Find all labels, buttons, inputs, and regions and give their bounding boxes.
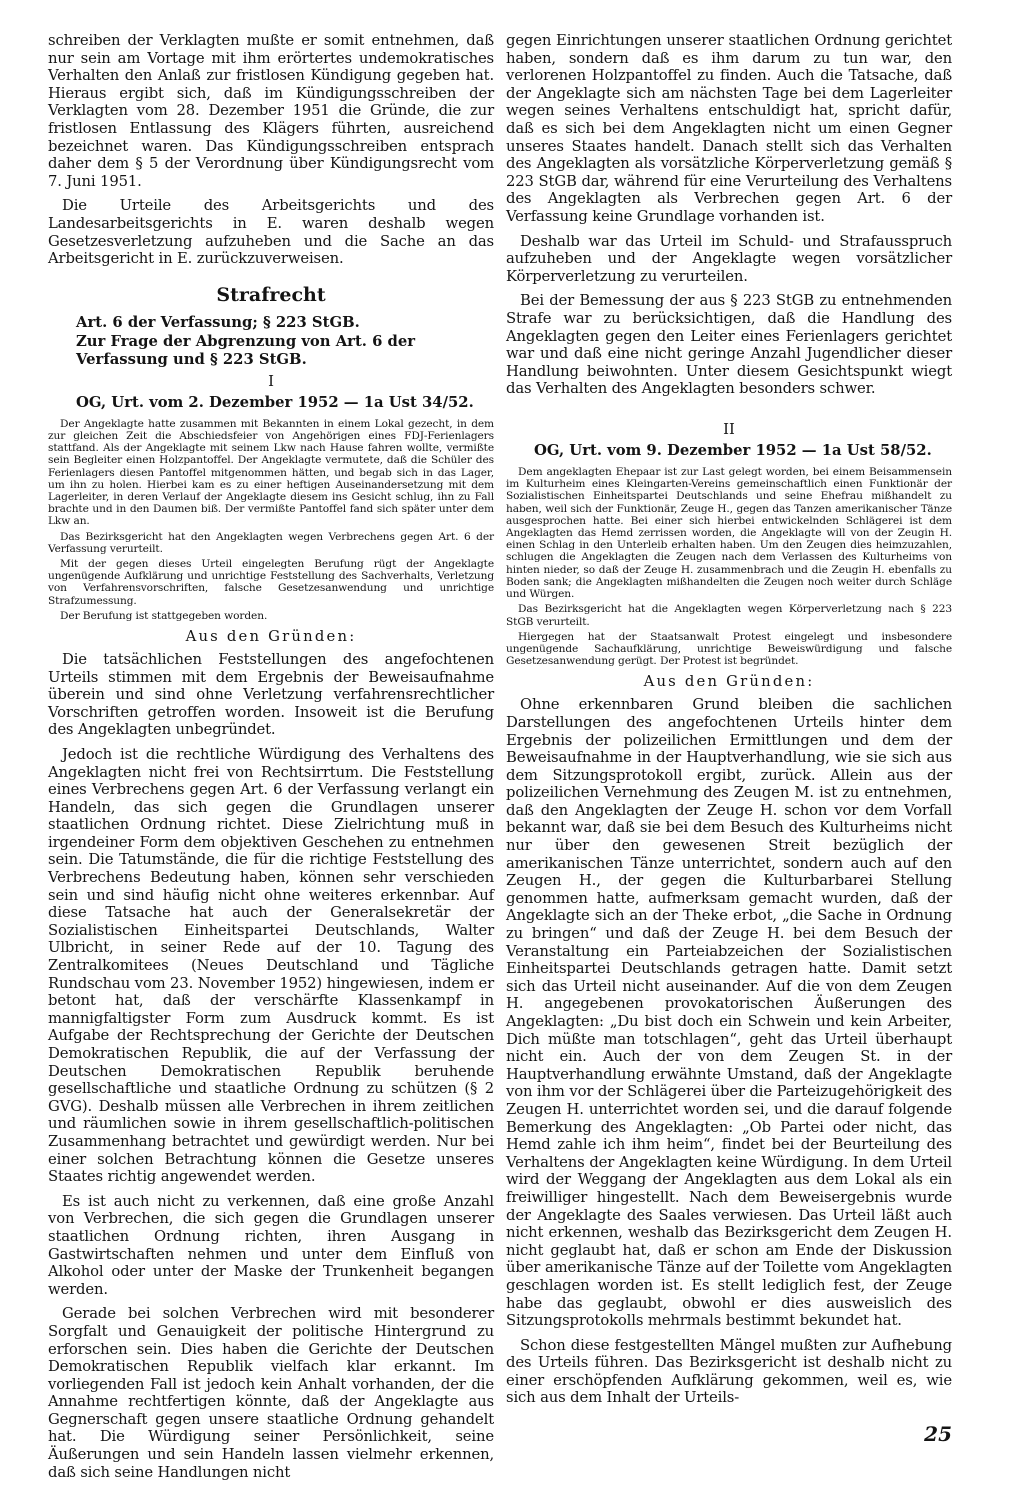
case-number-roman: II (723, 420, 735, 438)
case-citation: OG, Urt. vom 2. Dezember 1952 — 1a Ust 34/52. (76, 394, 474, 412)
right-column (506, 32, 952, 1414)
paragraph: Gerade bei solchen Verbrechen wird mit besonderer Sorgfalt und Genauigkeit der politische Hintergrund zu erforschen sein. Dies haben die Gerichte der Deutschen Demokratischen Republik vielfach klar erkannt. Im vorliegenden Fall ist jedoch kein Anhalt vorhanden, der die Annahme rechtfertigen könnte, daß der Angeklagte aus Gegnerschaft gegen unsere staatliche Ordnung gehandelt hat. Die Würdigung seiner Persönlichkeit, seine Äußerungen und sein Handeln lassen vielmehr erkennen, daß sich seine Handlungen nicht (48, 1305, 494, 1481)
spacer (506, 405, 952, 417)
case-summary: Der Berufung ist stattgegeben worden. (60, 609, 268, 622)
grounds-heading: Aus den Gründen: (643, 673, 815, 691)
paragraph: Jedoch ist die rechtliche Würdigung des Verhaltens des Angeklagten nicht frei von Rechtsirrtum. Die Feststellung eines Verbrechens gegen Art. 6 der Verfassung verlangt ein Handeln, das sich gegen die Grundlagen unserer staatlichen Ordnung richtet. Diese Zielrichtung muß in irgendeiner Form dem objektiven Geschehen zu entnehmen sein. Die Tatumstände, die für die richtige Feststellung des Verbrechens Bedeutung haben, können sehr verschieden sein und sind häufig nicht ohne weiteres erkennbar. Auf diese Tatsache hat auch der Generalsekretär der Sozialistischen Einheitspartei Deutschlands, Walter Ulbricht, in seiner Rede auf der 10. Tagung des Zentralkomitees (Neues Deutschland und Tägliche Rundschau vom 23. November 1952) hingewiesen, indem er betont hat, daß der verschärfte Klassenkampf in mannigfaltigster Form zum Ausdruck kommt. Es ist Aufgabe der Rechtsprechung der Gerichte der Deutschen Demokratischen Republik, die auf der Verfassung der Deutschen Demokratischen Republik beruhende gesellschaftliche und staatliche Ordnung zu schützen (§ 2 GVG). Deshalb müssen alle Verbrechen in ihrem zeitlichen und räumlichen sowie in ihrem gesellschaftlich-politischen Zusammenhang betrachtet und gewürdigt werden. Nur bei einer solchen Betrachtung können die Gesetze unseres Staates richtig angewendet werden. (48, 745, 494, 1186)
paragraph: Schon diese festgestellten Mängel mußten zur Aufhebung des Urteils führen. Das Bezirksgericht ist deshalb nicht zu einer erschöpfenden Aufklärung gekommen, weil es, wie sich aus dem Inhalt der Urteils- (506, 1336, 952, 1407)
left-column (48, 32, 494, 1488)
grounds-heading: Aus den Gründen: (185, 627, 357, 645)
paragraph: Bei der Bemessung der aus § 223 StGB zu entnehmenden Strafe war zu berücksichtigen, daß die Handlung des Angeklagten gegen den Leiter eines Ferienlagers gerichtet war und daß eine nicht geringe Anzahl Jugendlicher dieser Handlung beiwohnten. Unter diesem Gesichtspunkt wiegt das Verhalten des Angeklagten besonders schwer. (506, 292, 952, 398)
case-summary: Das Bezirksgericht hat den Angeklagten wegen Verbrechens gegen Art. 6 der Verfassung verurteilt. (48, 530, 494, 555)
case-citation: OG, Urt. vom 9. Dezember 1952 — 1a Ust 58/52. (534, 442, 932, 460)
paragraph: Es ist auch nicht zu verkennen, daß eine große Anzahl von Verbrechen, die sich gegen die Grundlagen unserer staatlichen Ordnung richten, ihren Ausgang in Gastwirtschaften nehmen und unter dem Einfluß von Alkohol oder unter der Maske der Trunkenheit begangen werden. (48, 1192, 494, 1298)
paragraph: Deshalb war das Urteil im Schuld- und Strafausspruch aufzuheben und der Angeklagte wegen vorsätzlicher Körperverletzung zu verurteilen. (506, 232, 952, 285)
case-number-roman: I (268, 372, 274, 390)
legal-reference-heading: Art. 6 der Verfassung; § 223 StGB. (76, 313, 360, 331)
paragraph: gegen Einrichtungen unserer staatlichen Ordnung gerichtet haben, sondern daß es ihm darum zu tun war, den verlorenen Holzpantoffel zu finden. Auch die Tatsache, daß der Angeklagte sich am nächsten Tage bei dem Lagerleiter wegen seines Verhaltens entschuldigt hat, spricht dafür, daß es sich bei dem Angeklagten nicht um einen Gegner unseres Staates handelt. Danach stellt sich das Verhalten des Angeklagten als vorsätzliche Körperverletzung gemäß § 223 StGB dar, während für eine Verurteilung des Verhaltens des Angeklagten als Verbrechen gegen Art. 6 der Verfassung keine Grundlage vorhanden ist. (506, 32, 952, 225)
case-summary: Das Bezirksgericht hat die Angeklagten wegen Körperverletzung nach § 223 StGB verurteilt. (506, 603, 952, 628)
legal-question-heading: Zur Frage der Abgrenzung von Art. 6 der Verfassung und § 223 StGB. (76, 333, 416, 368)
case-summary: Hiergegen hat der Staatsanwalt Protest eingelegt und insbesondere ungenügende Sachaufklärung, unrichtige Beweiswürdigung und falsche Gesetzesanwendung gerügt. Der Protest ist begründet. (506, 630, 952, 668)
paragraph: Die Urteile des Arbeitsgerichts und des Landesarbeitsgerichts in E. waren deshalb wegen Gesetzesverletzung aufzuheben und die Sache an das Arbeitsgericht in E. zurückzuverweisen. (48, 197, 494, 268)
page-number: 25 (924, 1422, 952, 1446)
paragraph: schreiben der Verklagten mußte er somit entnehmen, daß nur sein am Vortage mit ihm erörtertes undemokratisches Verhalten den Anlaß zur fristlosen Kündigung gegeben hat. Hieraus ergibt sich, daß im Kündigungsschreiben der Verklagten vom 28. Dezember 1951 die Gründe, die zur fristlosen Entlassung des Klägers führten, ausreichend bezeichnet waren. Das Kündigungsschreiben entsprach daher dem § 5 der Verordnung über Kündigungsrecht vom 7. Juni 1951. (48, 32, 494, 190)
case-summary: Mit der gegen dieses Urteil eingelegten Berufung rügt der Angeklagte ungenügende Aufklärung und unrichtige Feststellung des Sachverhalts, Verletzung von Verfahrensvorschriften, falsche Gesetzesanwendung und unrichtige Strafzumessung. (48, 557, 494, 607)
section-title: Strafrecht (216, 283, 326, 306)
case-summary: Dem angeklagten Ehepaar ist zur Last gelegt worden, bei einem Beisammensein im Kulturheim eines Kleingarten-Vereins gemeinschaftlich einen Funktionär der Sozialistischen Einheitspartei Deutschlands und seine Ehefrau mißhandelt zu haben, weil sich der Funktionär, Zeuge H., gegen das Tanzen amerikanischer Tänze ausgesprochen hatte. Bei einer sich hierbei entwickelnden Schlägerei ist dem Angeklagten das Hemd zerrissen worden, die Angeklagte will von der Zeugin H. einen Schlag in den Unterleib erhalten haben. Um den Zeugen dies heimzuzahlen, schlugen die Angeklagten die Zeugen nach dem Verlassen des Kulturheims von hinten nieder, so daß der Zeuge H. zusammenbrach und die Zeugin H. ebenfalls zu Boden sank; die Angeklagten mißhandelten die Zeugen noch weiter durch Schläge und Würgen. (506, 466, 952, 601)
case-summary: Der Angeklagte hatte zusammen mit Bekannten in einem Lokal gezecht, in dem zur gleichen Zeit die Abschiedsfeier von Angehörigen eines FDJ-Ferienlagers stattfand. Als der Angeklagte mit seinem Lkw nach Hause fahren wollte, vermißte sein Begleiter einen Holzpantoffel. Der Angeklagte vermutete, daß die Schüler des Ferienlagers diesen Pantoffel mitgenommen hätten, und begab sich in das Lager, um ihn zu holen. Hierbei kam es zu einer heftigen Auseinandersetzung mit dem Lagerleiter, in deren Verlauf der Angeklagte diesem ins Gesicht schlug, ihn zu Fall brachte und in den Daumen biß. Der vermißte Pantoffel fand sich später unter dem Lkw an. (48, 417, 494, 528)
paragraph: Ohne erkennbaren Grund bleiben die sachlichen Darstellungen des angefochtenen Urteils hinter dem Ergebnis der polizeilichen Ermittlungen und dem der Beweisaufnahme in der Hauptverhandlung, wie sie sich aus dem Sitzungsprotokoll ergibt, zurück. Allein aus der polizeilichen Vernehmung des Zeugen M. ist zu entnehmen, daß den Angeklagten der Zeuge H. schon vor dem Vorfall bekannt war, daß sie bei dem Besuch des Kulturheims nicht nur über den gewesenen Streit bezüglich der amerikanischen Tänze unterrichtet, sondern auch auf den Zeugen H., der gegen die Kulturbarbarei Stellung genommen hatte, aufmerksam gemacht wurden, daß der Angeklagte sich an der Theke erbot, „die Sache in Ordnung zu bringen“ und daß der Zeuge H. bei dem Besuch der Veranstaltung ein Parteiabzeichen der Sozialistischen Einheitspartei Deutschlands getragen hatte. Damit setzt sich das Urteil nicht auseinander. Auf die von dem Zeugen H. angegebenen provokatorischen Äußerungen des Angeklagten: „Du bist doch ein Schwein und kein Arbeiter, Dich müßte man totschlagen“, geht das Urteil überhaupt nicht ein. Auch der von dem Zeugen St. in der Hauptverhandlung erwähnte Umstand, daß der Angeklagte von ihm vor der Schlägerei über die Parteizugehörigkeit des Zeugen H. unterrichtet worden sei, und die darauf folgende Bemerkung des Angeklagten: „Ob Partei oder nicht, das Hemd zahle ich ihm heim“, findet bei der Beurteilung des Verhaltens der Angeklagten keine Würdigung. In dem Urteil wird der Weggang der Angeklagten aus dem Lokal als ein freiwilliger hingestellt. Nach dem Beweisergebnis wurde der Angeklagte des Saales verwiesen. Das Urteil läßt auch nicht erkennen, weshalb das Bezirksgericht dem Zeugen H. nicht geglaubt hat, daß er schon am Ende der Diskussion über amerikanische Tänze auf der Toilette vom Angeklagten geschlagen worden ist. Es stellt lediglich fest, der Zeuge habe das geglaubt, obwohl er dies ausweislich des Sitzungsprotokolls mehrmals bestimmt bekundet hat. (506, 696, 952, 1330)
paragraph: Die tatsächlichen Feststellungen des angefochtenen Urteils stimmen mit dem Ergebnis der Beweisaufnahme überein und sind ohne Verletzung verfahrensrechtlicher Vorschriften getroffen worden. Insoweit ist die Berufung des Angeklagten unbegründet. (48, 650, 494, 739)
